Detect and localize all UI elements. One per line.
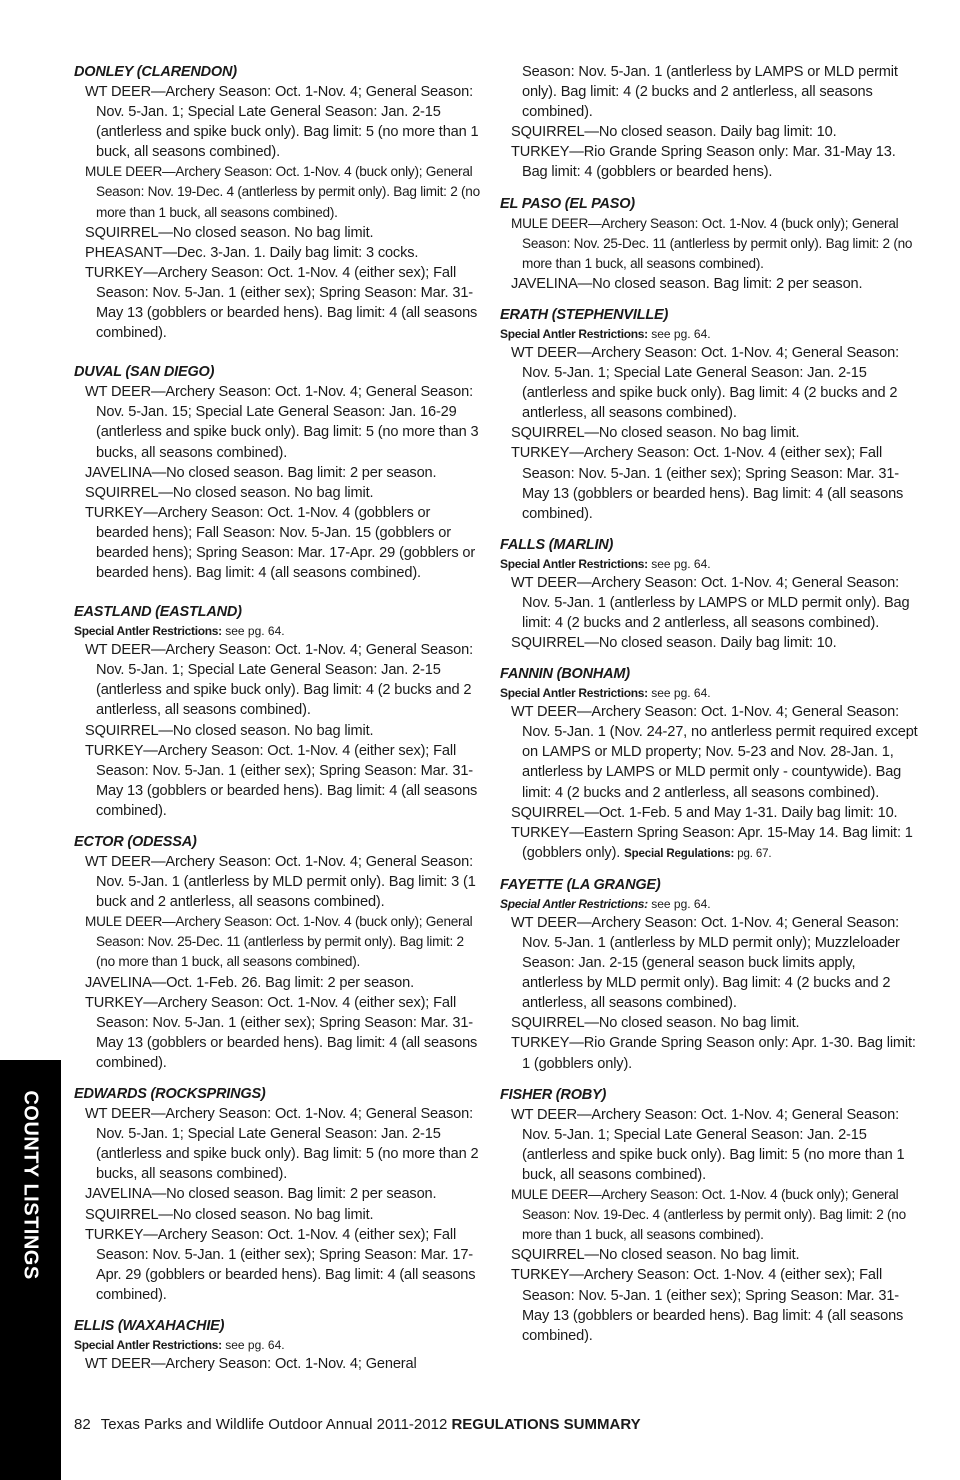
right-column bbox=[500, 62, 920, 1346]
season-entry: WT DEER—Archery Season: Oct. 1-Nov. 4; General Season: Nov. 5-Jan. 15; Special Late General Season: Jan. 16-29 (antlerless and spike buck only). Bag limit: 5 (no more than 3 bucks, all seasons combined). bbox=[85, 384, 479, 461]
county-heading: ELLIS (WAXAHACHIE) bbox=[74, 1317, 225, 1334]
season-entry: SQUIRREL—No closed season. No bag limit. bbox=[511, 1247, 800, 1264]
season-entry: JAVELINA—No closed season. Bag limit: 2 per season. bbox=[511, 275, 863, 292]
season-entry: PHEASANT—Dec. 3-Jan. 1. Daily bag limit: 3 cocks. bbox=[85, 244, 419, 261]
county-listing-edwards bbox=[74, 1084, 486, 1305]
season-entry: MULE DEER—Archery Season: Oct. 1-Nov. 4 (buck only); General Season: Nov. 25-Dec. 11 (antlerless by permit only). Bag limit: 2 (no more than 1 buck, all seasons combined). bbox=[85, 914, 473, 970]
special-antler-note bbox=[500, 684, 920, 702]
special-regulations-ref: pg. 67. bbox=[734, 847, 772, 860]
season-entry: SQUIRREL—No closed season. No bag limit. bbox=[511, 425, 800, 442]
season-entry: TURKEY—Archery Season: Oct. 1-Nov. 4 (either sex); Fall Season: Nov. 5-Jan. 1 (either sex); Spring Season: Mar. 31-May 13 (gobblers or bearded hens). Bag limit: 4 (all seasons combined). bbox=[511, 445, 904, 522]
special-antler-note bbox=[74, 622, 486, 640]
section-title: REGULATIONS SUMMARY bbox=[451, 1416, 641, 1433]
county-listing-eastland bbox=[74, 602, 486, 821]
county-listing-fisher bbox=[500, 1085, 920, 1346]
season-entry: WT DEER—Archery Season: Oct. 1-Nov. 4; General Season: Nov. 5-Jan. 1 (antlerless by MLD permit only). Bag limit: 3 (1 buck and 2 antlerless, all seasons combined). bbox=[85, 854, 476, 911]
season-entry: TURKEY—Rio Grande Spring Season only: Apr. 1-30. Bag limit: 1 (gobblers only). bbox=[511, 1035, 916, 1072]
special-antler-ref: see pg. 64. bbox=[647, 686, 711, 701]
season-entry: WT DEER—Archery Season: Oct. 1-Nov. 4; General Season: Nov. 5-Jan. 1; Special Late General Season: Jan. 2-15 (antlerless and spike buck only). Bag limit: 5 (no more than 1 buck, all seasons combined). bbox=[85, 84, 479, 161]
county-listing-ellis-continued bbox=[500, 62, 920, 183]
season-entry bbox=[500, 823, 920, 864]
season-entry: TURKEY—Archery Season: Oct. 1-Nov. 4 (either sex); Fall Season: Nov. 5-Jan. 1 (either sex); Spring Season: Mar. 31-May 13 (gobblers or bearded hens). Bag limit: 4 (all seasons combined). bbox=[85, 264, 478, 342]
county-heading: EDWARDS (ROCKSPRINGS) bbox=[74, 1086, 266, 1103]
county-listing-erath bbox=[500, 305, 920, 524]
publication-title: Texas Parks and Wildlife Outdoor Annual 2011-2012 bbox=[100, 1416, 452, 1433]
season-entry: TURKEY—Archery Season: Oct. 1-Nov. 4 (either sex); Fall Season: Nov. 5-Jan. 1 (either sex); Spring Season: Mar. 17-Apr. 29 (gobblers or bearded hens). Bag limit: 4 (all seasons combined). bbox=[85, 1226, 476, 1303]
county-heading: EASTLAND (EASTLAND) bbox=[74, 604, 242, 621]
season-entry: SQUIRREL—No closed season. No bag limit. bbox=[85, 484, 374, 501]
season-entry: WT DEER—Archery Season: Oct. 1-Nov. 4; General Season: Nov. 5-Jan. 1 (antlerless by LAMPS or MLD permit only). Bag limit: 4 (2 bucks and 2 antlerless, all seasons combined). bbox=[511, 574, 910, 631]
season-entry: TURKEY—Archery Season: Oct. 1-Nov. 4 (gobblers or bearded hens); Fall Season: Nov. 5-Jan. 15 (gobblers or bearded hens); Spring Season: Mar. 17-Apr. 29 (gobblers or bearded hens). Bag limit: 4 (all seasons combined). bbox=[85, 504, 476, 582]
county-listing-duval bbox=[74, 362, 486, 583]
special-antler-label: Special Antler Restrictions: bbox=[500, 556, 648, 571]
season-entry: MULE DEER—Archery Season: Oct. 1-Nov. 4 (buck only); General Season: Nov. 19-Dec. 4 (antlerless by permit only). Bag limit: 2 (no more than 1 buck, all seasons combined). bbox=[85, 164, 480, 220]
county-heading: DUVAL (SAN DIEGO) bbox=[74, 364, 215, 381]
county-listing-donley bbox=[74, 62, 486, 343]
season-entry: SQUIRREL—No closed season. No bag limit. bbox=[511, 1015, 800, 1032]
season-entry: WT DEER—Archery Season: Oct. 1-Nov. 4; General Season: Nov. 5-Jan. 1 (Nov. 24-27, no antlerless permit required except on LAMPS or MLD property; Nov. 5-23 and Nov. 28-Jan. 1, antlerless by LAMPS or MLD permit only - countywide). Bag limit: 4 (2 bucks and 2 antlerless, all seasons combined). bbox=[511, 704, 918, 801]
special-antler-label: Special Antler Restrictions: bbox=[500, 896, 648, 911]
season-entry: SQUIRREL—Oct. 1-Feb. 5 and May 1-31. Daily bag limit: 10. bbox=[511, 804, 898, 821]
special-antler-note bbox=[500, 555, 920, 573]
season-entry-continued: Season: Nov. 5-Jan. 1 (antlerless by LAMPS or MLD permit only). Bag limit: 4 (2 bucks and 2 antlerless, all seasons combined). bbox=[522, 64, 898, 121]
special-antler-note bbox=[74, 1336, 486, 1354]
season-entry: WT DEER—Archery Season: Oct. 1-Nov. 4; General Season: Nov. 5-Jan. 1; Special Late General Season: Jan. 2-15 (antlerless and spike buck only). Bag limit: 5 (no more than 1 buck, all seasons combined). bbox=[511, 1106, 905, 1183]
season-entry: MULE DEER—Archery Season: Oct. 1-Nov. 4 (buck only); General Season: Nov. 19-Dec. 4 (antlerless by permit only). Bag limit: 2 (no more than 1 buck, all seasons combined). bbox=[511, 1187, 906, 1243]
county-heading: ERATH (STEPHENVILLE) bbox=[500, 306, 669, 323]
season-entry: JAVELINA—No closed season. Bag limit: 2 per season. bbox=[85, 1186, 437, 1203]
section-side-tab-label: COUNTY LISTINGS bbox=[19, 1090, 42, 1280]
season-entry: WT DEER—Archery Season: Oct. 1-Nov. 4; General bbox=[85, 1355, 417, 1372]
special-antler-ref: see pg. 64. bbox=[647, 896, 711, 911]
season-entry: JAVELINA—Oct. 1-Feb. 26. Bag limit: 2 per season. bbox=[85, 974, 414, 991]
season-entry: TURKEY—Archery Season: Oct. 1-Nov. 4 (either sex); Fall Season: Nov. 5-Jan. 1 (either sex); Spring Season: Mar. 31-May 13 (gobblers or bearded hens). Bag limit: 4 (all seasons combined). bbox=[85, 742, 478, 819]
special-regulations-note bbox=[624, 848, 771, 860]
season-entry: MULE DEER—Archery Season: Oct. 1-Nov. 4 (buck only); General Season: Nov. 25-Dec. 11 (antlerless by permit only). Bag limit: 2 (no more than 1 buck, all seasons combined). bbox=[511, 215, 913, 271]
season-entry: WT DEER—Archery Season: Oct. 1-Nov. 4; General Season: Nov. 5-Jan. 1; Special Late General Season: Jan. 2-15 (antlerless and spike buck only). Bag limit: 5 (no more than 2 bucks, all seasons combined). bbox=[85, 1106, 479, 1183]
season-entry: TURKEY—Archery Season: Oct. 1-Nov. 4 (either sex); Fall Season: Nov. 5-Jan. 1 (either sex); Spring Season: Mar. 31-May 13 (gobblers or bearded hens). Bag limit: 4 (all seasons combined). bbox=[511, 1267, 904, 1344]
season-entry: SQUIRREL—No closed season. No bag limit. bbox=[85, 224, 374, 241]
page-number: 82 bbox=[74, 1416, 91, 1433]
special-antler-label: Special Antler Restrictions: bbox=[74, 1337, 222, 1352]
county-heading: EL PASO (EL PASO) bbox=[500, 195, 635, 212]
county-listing-falls bbox=[500, 535, 920, 653]
county-listing-el-paso bbox=[500, 194, 920, 294]
special-antler-ref: see pg. 64. bbox=[647, 326, 711, 341]
special-antler-note bbox=[500, 325, 920, 343]
season-entry: WT DEER—Archery Season: Oct. 1-Nov. 4; General Season: Nov. 5-Jan. 1 (antlerless by MLD permit only); Muzzleloader Season: Jan. 2-15 (general season buck limits apply, antlerless by MLD permit only). Bag limit: 4 (2 bucks and 2 antlerless, all seasons combined). bbox=[511, 914, 900, 1012]
season-entry: SQUIRREL—No closed season. No bag limit. bbox=[85, 1206, 374, 1223]
special-antler-ref: see pg. 64. bbox=[647, 556, 711, 571]
special-antler-note bbox=[500, 895, 920, 913]
special-antler-label: Special Antler Restrictions: bbox=[74, 624, 222, 639]
county-listing-ellis bbox=[74, 1316, 486, 1374]
special-regulations-label: Special Regulations: bbox=[624, 847, 735, 860]
season-entry: TURKEY—Rio Grande Spring Season only: Mar. 31-May 13. Bag limit: 4 (gobblers or bearded hens). bbox=[511, 144, 896, 181]
season-entry: SQUIRREL—No closed season. Daily bag limit: 10. bbox=[511, 635, 837, 652]
county-listing-ector bbox=[74, 832, 486, 1073]
county-listing-fannin bbox=[500, 664, 920, 864]
special-antler-label: Special Antler Restrictions: bbox=[500, 326, 648, 341]
season-entry: WT DEER—Archery Season: Oct. 1-Nov. 4; General Season: Nov. 5-Jan. 1; Special Late General Season: Jan. 2-15 (antlerless and spike buck only). Bag limit: 4 (2 bucks and 2 antlerless, all seasons combined). bbox=[511, 344, 899, 422]
county-heading: FAYETTE (LA GRANGE) bbox=[500, 876, 661, 893]
season-entry: SQUIRREL—No closed season. No bag limit. bbox=[85, 722, 374, 739]
special-antler-ref: see pg. 64. bbox=[221, 1337, 285, 1352]
county-heading: FALLS (MARLIN) bbox=[500, 536, 614, 553]
season-entry: WT DEER—Archery Season: Oct. 1-Nov. 4; General Season: Nov. 5-Jan. 1; Special Late General Season: Jan. 2-15 (antlerless and spike buck only). Bag limit: 4 (2 bucks and 2 antlerless, all seasons combined). bbox=[85, 642, 473, 719]
page-footer bbox=[74, 1416, 641, 1433]
special-antler-ref: see pg. 64. bbox=[221, 624, 285, 639]
county-listing-fayette bbox=[500, 875, 920, 1074]
season-entry: JAVELINA—No closed season. Bag limit: 2 per season. bbox=[85, 464, 437, 481]
turkey-season-text: TURKEY—Eastern Spring Season: Apr. 15-May 14. Bag limit: 1 (gobblers only). bbox=[511, 824, 913, 861]
season-entry: SQUIRREL—No closed season. Daily bag limit: 10. bbox=[511, 124, 837, 141]
left-column bbox=[74, 62, 486, 1374]
season-entry: TURKEY—Archery Season: Oct. 1-Nov. 4 (either sex); Fall Season: Nov. 5-Jan. 1 (either sex); Spring Season: Mar. 31-May 13 (gobblers or bearded hens). Bag limit: 4 (all seasons combined). bbox=[85, 994, 478, 1071]
county-heading: FANNIN (BONHAM) bbox=[500, 666, 630, 683]
county-heading: DONLEY (CLARENDON) bbox=[74, 64, 237, 80]
special-antler-label: Special Antler Restrictions: bbox=[500, 686, 648, 701]
county-heading: ECTOR (ODESSA) bbox=[74, 834, 197, 850]
county-heading: FISHER (ROBY) bbox=[500, 1086, 607, 1103]
